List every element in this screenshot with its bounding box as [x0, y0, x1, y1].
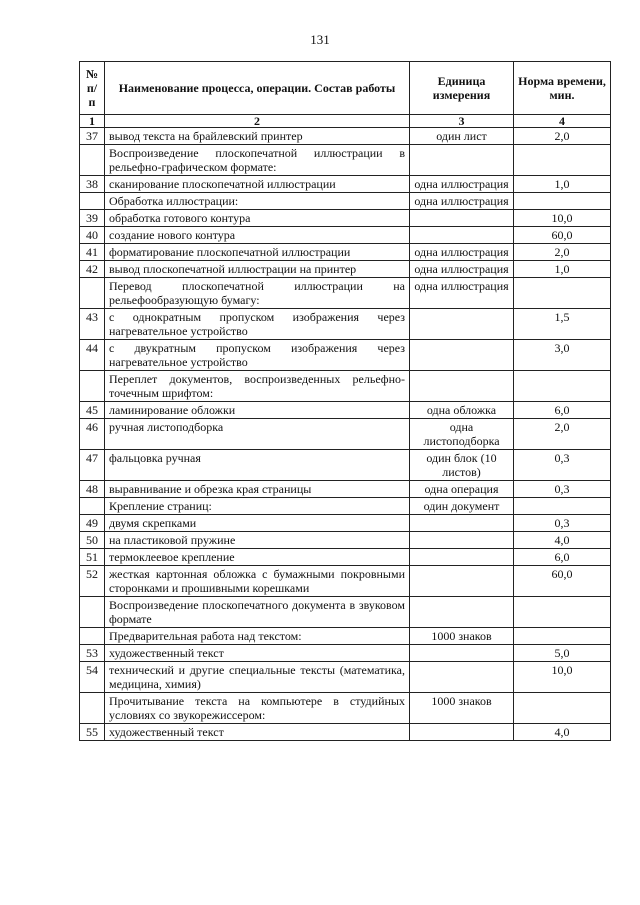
- column-number-row: [80, 115, 611, 128]
- column-number: 1: [80, 115, 105, 128]
- row-unit: [410, 210, 514, 227]
- row-unit: одна операция: [410, 481, 514, 498]
- table-row: [80, 244, 611, 261]
- table-row: [80, 210, 611, 227]
- row-unit: один документ: [410, 498, 514, 515]
- row-name: термоклеевое крепление: [105, 549, 410, 566]
- row-unit: [410, 309, 514, 340]
- table-row: [80, 371, 611, 402]
- table-body: [80, 128, 611, 741]
- row-norm: 4,0: [514, 724, 611, 741]
- row-number: 43: [80, 309, 105, 340]
- row-number: 41: [80, 244, 105, 261]
- table-row: [80, 309, 611, 340]
- row-unit: [410, 227, 514, 244]
- table-row: [80, 645, 611, 662]
- row-unit: одна иллюстрация: [410, 278, 514, 309]
- row-unit: [410, 662, 514, 693]
- table-row: [80, 662, 611, 693]
- row-norm: 0,3: [514, 481, 611, 498]
- row-number: [80, 278, 105, 309]
- row-unit: [410, 566, 514, 597]
- table-row: [80, 128, 611, 145]
- row-unit: одна иллюстрация: [410, 176, 514, 193]
- row-norm: 6,0: [514, 549, 611, 566]
- table-row: [80, 145, 611, 176]
- row-name: с однократным пропуском изображения через нагревательное устройство: [105, 309, 410, 340]
- table-row: [80, 628, 611, 645]
- row-number: 53: [80, 645, 105, 662]
- row-name: жесткая картонная обложка с бумажными покровными сторонками и прошивными корешками: [105, 566, 410, 597]
- row-unit: одна иллюстрация: [410, 193, 514, 210]
- table-row: [80, 278, 611, 309]
- table-row: [80, 549, 611, 566]
- header-num: № п/п: [80, 62, 105, 115]
- row-name: Воспроизведение плоскопечатного документа в звуковом формате: [105, 597, 410, 628]
- row-number: 45: [80, 402, 105, 419]
- row-unit: одна обложка: [410, 402, 514, 419]
- row-name: Переплет документов, воспроизведенных рельефно-точечным шрифтом:: [105, 371, 410, 402]
- row-name: Перевод плоскопечатной иллюстрации на рельефообразующую бумагу:: [105, 278, 410, 309]
- row-norm: 1,0: [514, 176, 611, 193]
- row-norm: [514, 145, 611, 176]
- row-unit: одна листоподборка: [410, 419, 514, 450]
- row-number: 51: [80, 549, 105, 566]
- row-number: [80, 597, 105, 628]
- row-number: 55: [80, 724, 105, 741]
- table-row: [80, 450, 611, 481]
- row-norm: [514, 693, 611, 724]
- row-number: 47: [80, 450, 105, 481]
- row-name: Предварительная работа над текстом:: [105, 628, 410, 645]
- row-name: фальцовка ручная: [105, 450, 410, 481]
- row-unit: [410, 515, 514, 532]
- row-name: Крепление страниц:: [105, 498, 410, 515]
- table-header-row: [80, 62, 611, 115]
- row-norm: 5,0: [514, 645, 611, 662]
- row-number: 52: [80, 566, 105, 597]
- row-unit: [410, 532, 514, 549]
- table-row: [80, 498, 611, 515]
- table-row: [80, 340, 611, 371]
- row-name: с двукратным пропуском изображения через нагревательное устройство: [105, 340, 410, 371]
- table-row: [80, 693, 611, 724]
- row-norm: 1,0: [514, 261, 611, 278]
- table-row: [80, 402, 611, 419]
- table-row: [80, 566, 611, 597]
- row-number: [80, 498, 105, 515]
- row-unit: [410, 645, 514, 662]
- row-number: [80, 371, 105, 402]
- row-name: ламинирование обложки: [105, 402, 410, 419]
- row-name: на пластиковой пружине: [105, 532, 410, 549]
- row-unit: [410, 724, 514, 741]
- row-unit: [410, 371, 514, 402]
- row-number: 42: [80, 261, 105, 278]
- row-name: обработка готового контура: [105, 210, 410, 227]
- row-norm: 60,0: [514, 227, 611, 244]
- row-unit: [410, 597, 514, 628]
- row-norm: 10,0: [514, 210, 611, 227]
- row-number: 38: [80, 176, 105, 193]
- row-name: создание нового контура: [105, 227, 410, 244]
- row-name: художественный текст: [105, 724, 410, 741]
- row-unit: [410, 145, 514, 176]
- row-name: двумя скрепками: [105, 515, 410, 532]
- row-norm: 4,0: [514, 532, 611, 549]
- row-number: [80, 193, 105, 210]
- row-norm: 0,3: [514, 450, 611, 481]
- row-unit: одна иллюстрация: [410, 244, 514, 261]
- row-number: 40: [80, 227, 105, 244]
- column-number: 4: [514, 115, 611, 128]
- row-number: 39: [80, 210, 105, 227]
- row-name: художественный текст: [105, 645, 410, 662]
- row-norm: 2,0: [514, 244, 611, 261]
- table-row: [80, 227, 611, 244]
- row-name: ручная листоподборка: [105, 419, 410, 450]
- row-norm: 60,0: [514, 566, 611, 597]
- row-norm: [514, 628, 611, 645]
- table-row: [80, 481, 611, 498]
- column-number: 3: [410, 115, 514, 128]
- row-norm: 6,0: [514, 402, 611, 419]
- row-norm: [514, 597, 611, 628]
- row-unit: [410, 549, 514, 566]
- table-row: [80, 724, 611, 741]
- row-number: [80, 693, 105, 724]
- table-row: [80, 176, 611, 193]
- table-row: [80, 597, 611, 628]
- row-name: вывод текста на брайлевский принтер: [105, 128, 410, 145]
- row-name: вывод плоскопечатной иллюстрации на принтер: [105, 261, 410, 278]
- row-norm: [514, 498, 611, 515]
- row-norm: 0,3: [514, 515, 611, 532]
- row-norm: [514, 193, 611, 210]
- row-name: Обработка иллюстрации:: [105, 193, 410, 210]
- row-norm: 2,0: [514, 128, 611, 145]
- row-name: Воспроизведение плоскопечатной иллюстрации в рельефно-графическом формате:: [105, 145, 410, 176]
- row-number: 46: [80, 419, 105, 450]
- row-number: [80, 145, 105, 176]
- table-row: [80, 193, 611, 210]
- table-row: [80, 515, 611, 532]
- row-name: технический и другие специальные тексты (математика, медицина, химия): [105, 662, 410, 693]
- table-row: [80, 261, 611, 278]
- row-number: 44: [80, 340, 105, 371]
- row-name: Прочитывание текста на компьютере в студийных условиях со звукорежиссером:: [105, 693, 410, 724]
- row-name: выравнивание и обрезка края страницы: [105, 481, 410, 498]
- row-number: 54: [80, 662, 105, 693]
- header-name: Наименование процесса, операции. Состав работы: [105, 62, 410, 115]
- header-unit: Единица измерения: [410, 62, 514, 115]
- row-norm: 10,0: [514, 662, 611, 693]
- row-number: 50: [80, 532, 105, 549]
- row-norm: [514, 278, 611, 309]
- header-norm: Норма времени, мин.: [514, 62, 611, 115]
- row-name: форматирование плоскопечатной иллюстрации: [105, 244, 410, 261]
- row-number: [80, 628, 105, 645]
- row-number: 37: [80, 128, 105, 145]
- row-number: 48: [80, 481, 105, 498]
- row-unit: 1000 знаков: [410, 628, 514, 645]
- row-norm: [514, 371, 611, 402]
- row-unit: одна иллюстрация: [410, 261, 514, 278]
- table-row: [80, 419, 611, 450]
- table-row: [80, 532, 611, 549]
- row-norm: 3,0: [514, 340, 611, 371]
- row-unit: один лист: [410, 128, 514, 145]
- page-number: 131: [310, 32, 330, 47]
- row-unit: [410, 340, 514, 371]
- column-number: 2: [105, 115, 410, 128]
- row-unit: один блок (10 листов): [410, 450, 514, 481]
- row-unit: 1000 знаков: [410, 693, 514, 724]
- row-name: сканирование плоскопечатной иллюстрации: [105, 176, 410, 193]
- row-number: 49: [80, 515, 105, 532]
- row-norm: 1,5: [514, 309, 611, 340]
- row-norm: 2,0: [514, 419, 611, 450]
- norms-table: [79, 61, 611, 741]
